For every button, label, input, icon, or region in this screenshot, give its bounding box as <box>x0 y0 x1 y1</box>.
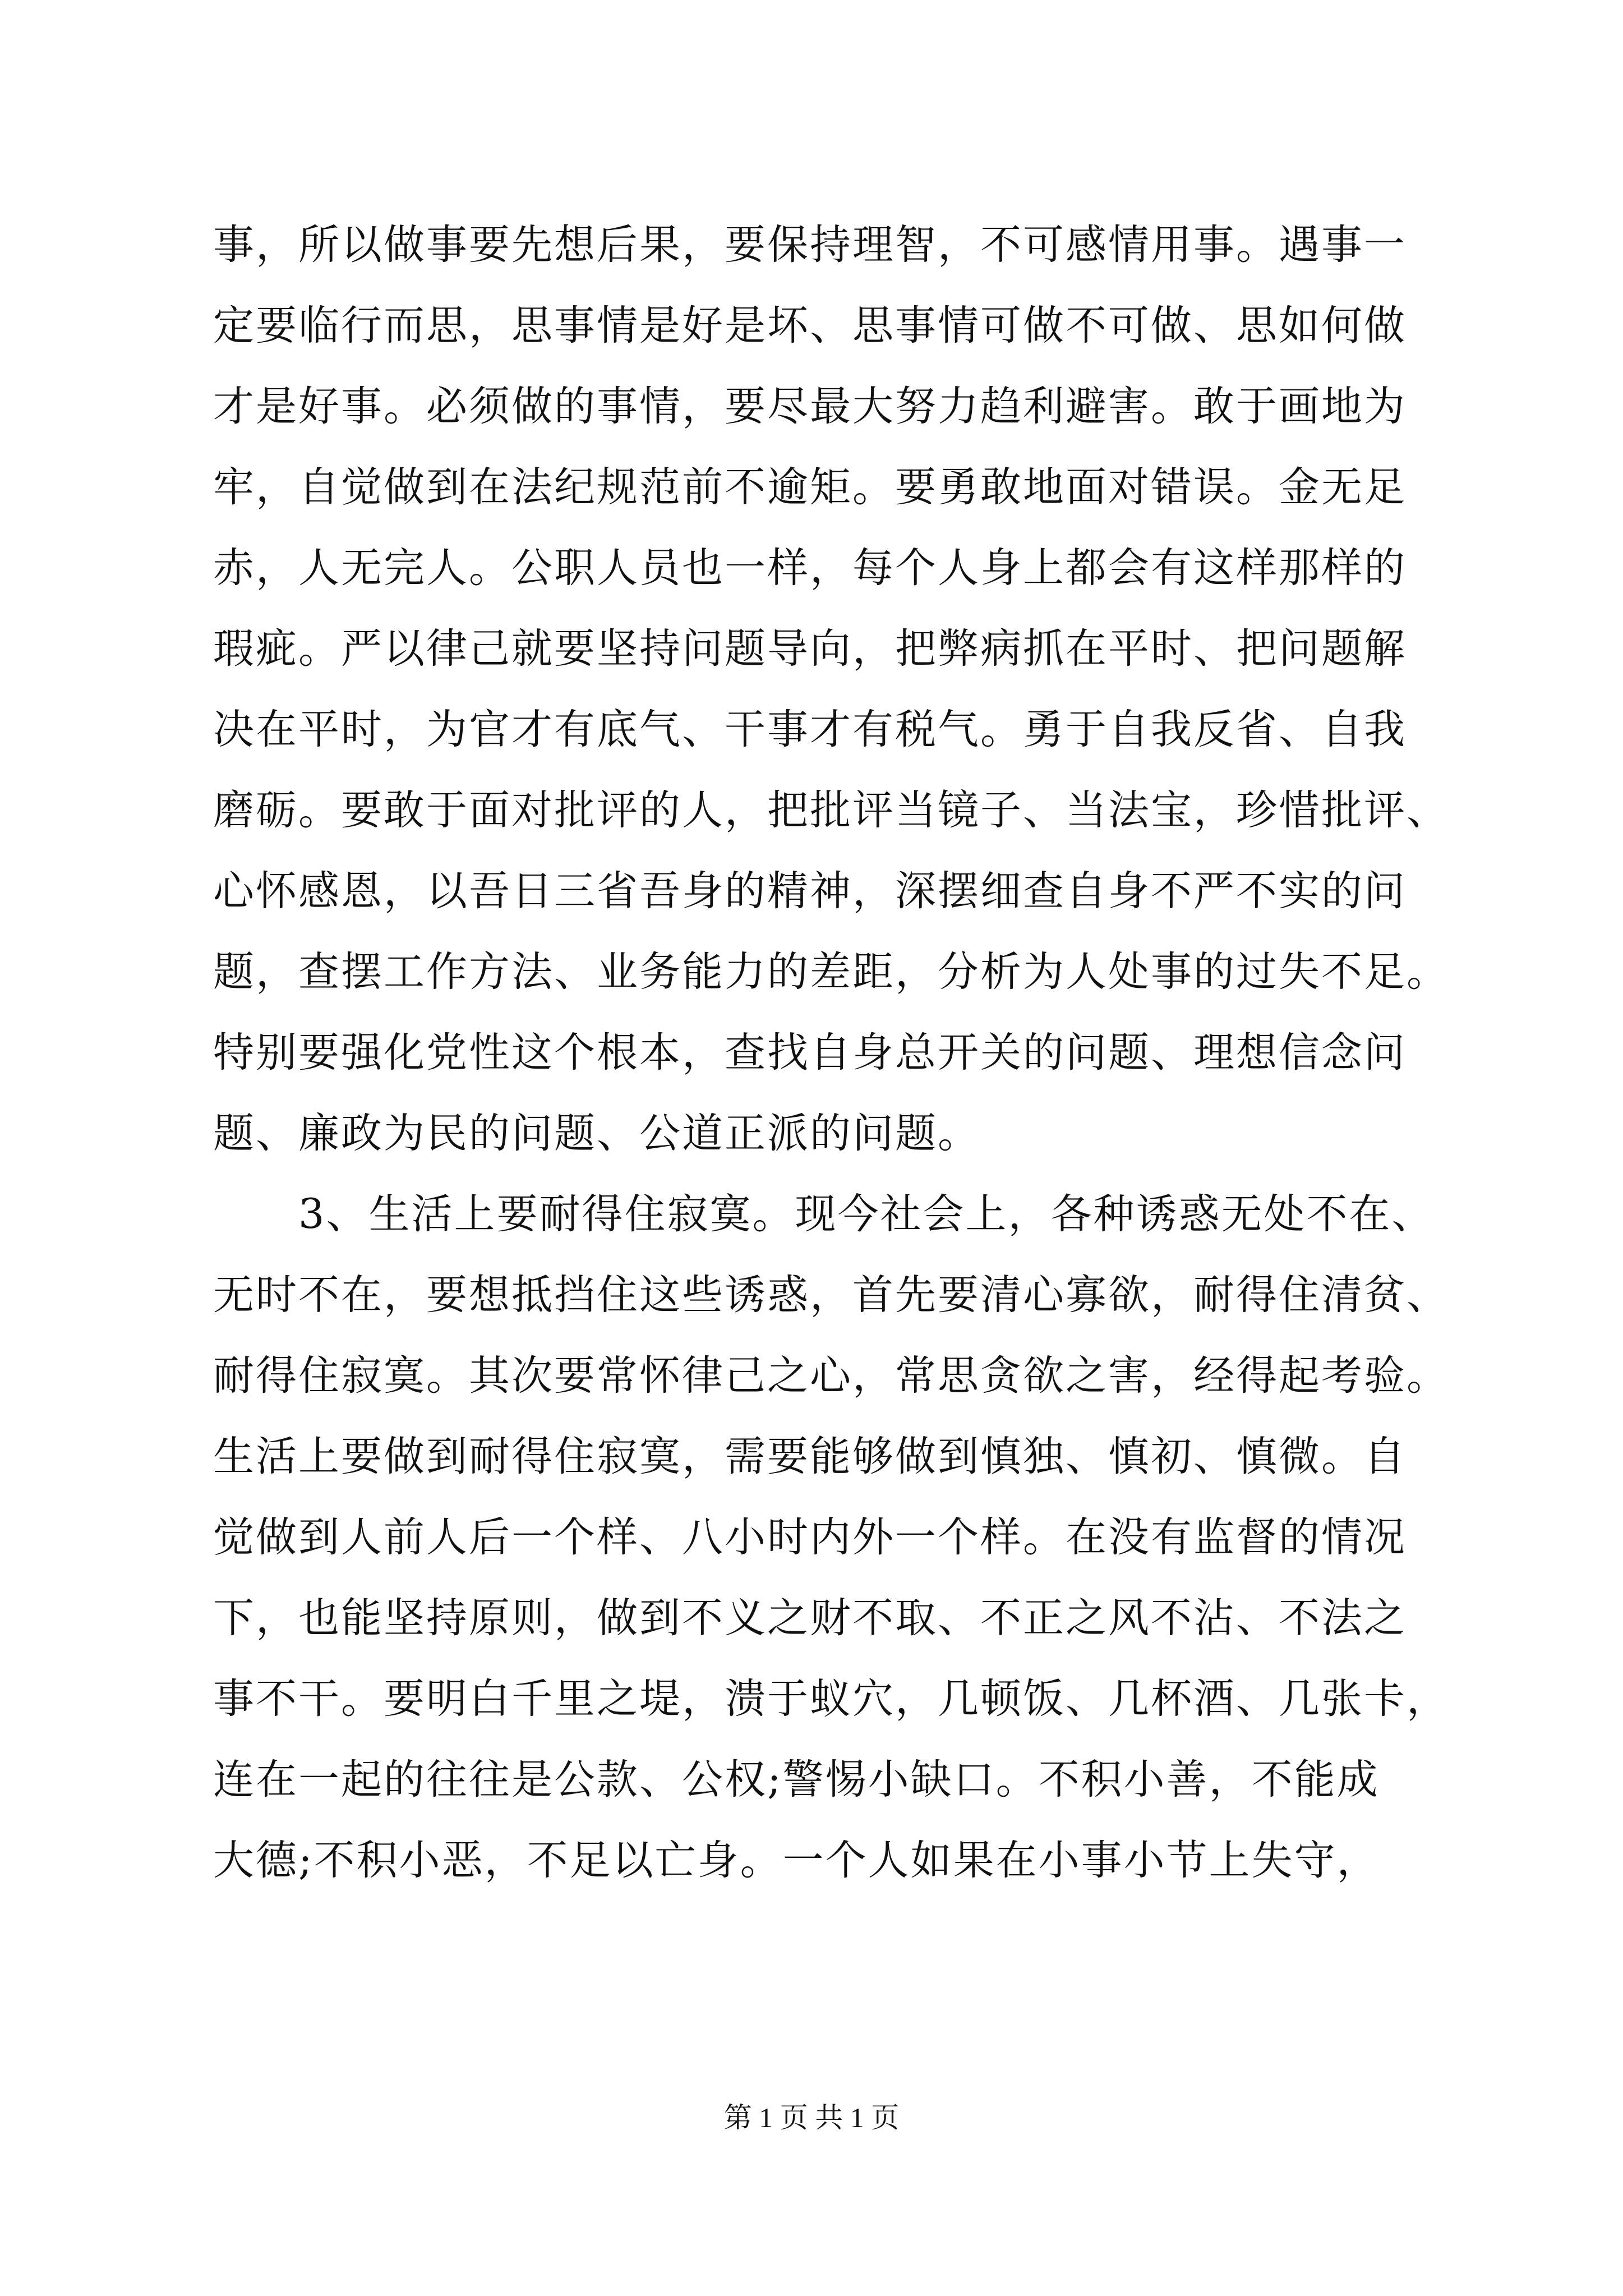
text-line: 耐得住寂寞。其次要常怀律己之心，常思贪欲之害，经得起考验。 <box>213 1352 1449 1400</box>
text-line: 下，也能坚持原则，做到不义之财不取、不正之风不沾、不法之 <box>213 1594 1407 1642</box>
text-line: 题，查摆工作方法、业务能力的差距，分析为人处事的过失不足。 <box>213 948 1449 996</box>
text-line: 大德;不积小恶，不足以亡身。一个人如果在小事小节上失守， <box>213 1837 1380 1884</box>
text-line: 心怀感恩，以吾日三省吾身的精神，深摆细查自身不严不实的问 <box>213 867 1407 915</box>
page-footer: 第 1 页 共 1 页 <box>723 2102 900 2133</box>
text-line: 定要临行而思，思事情是好是坏、思事情可做不可做、思如何做 <box>213 302 1407 349</box>
text-line: 事，所以做事要先想后果，要保持理智，不可感情用事。遇事一 <box>213 221 1407 269</box>
text-line: 事不干。要明白千里之堤，溃于蚁穴，几顿饭、几杯酒、几张卡， <box>213 1675 1449 1723</box>
text-line: 题、廉政为民的问题、公道正派的问题。 <box>213 1110 980 1157</box>
text-line: 连在一起的往往是公款、公权;警惕小缺口。不积小善，不能成 <box>213 1756 1380 1803</box>
text-line: 觉做到人前人后一个样、八小时内外一个样。在没有监督的情况 <box>213 1513 1407 1561</box>
text-line: 瑕疵。严以律己就要坚持问题导向，把弊病抓在平时、把问题解 <box>213 625 1407 673</box>
body-text <box>213 205 1449 1901</box>
text-line: 无时不在，要想抵挡住这些诱惑，首先要清心寡欲，耐得住清贫、 <box>213 1271 1449 1319</box>
text-line: 特别要强化党性这个根本，查找自身总开关的问题、理想信念问 <box>213 1029 1407 1076</box>
text-line: 才是好事。必须做的事情，要尽最大努力趋利避害。敢于画地为 <box>213 383 1407 430</box>
text-line: 决在平时，为官才有底气、干事才有税气。勇于自我反省、自我 <box>213 706 1407 753</box>
text-line: 生活上要做到耐得住寂寞，需要能够做到慎独、慎初、慎微。自 <box>213 1433 1407 1480</box>
text-line: 磨砺。要敢于面对批评的人，把批评当镜子、当法宝，珍惜批评、 <box>213 786 1449 834</box>
text-line: 3、生活上要耐得住寂寞。现今社会上，各种诱惑无处不在、 <box>213 1190 1435 1238</box>
text-line: 赤，人无完人。公职人员也一样，每个人身上都会有这样那样的 <box>213 544 1407 592</box>
text-line: 牢，自觉做到在法纪规范前不逾矩。要勇敢地面对错误。金无足 <box>213 463 1407 511</box>
